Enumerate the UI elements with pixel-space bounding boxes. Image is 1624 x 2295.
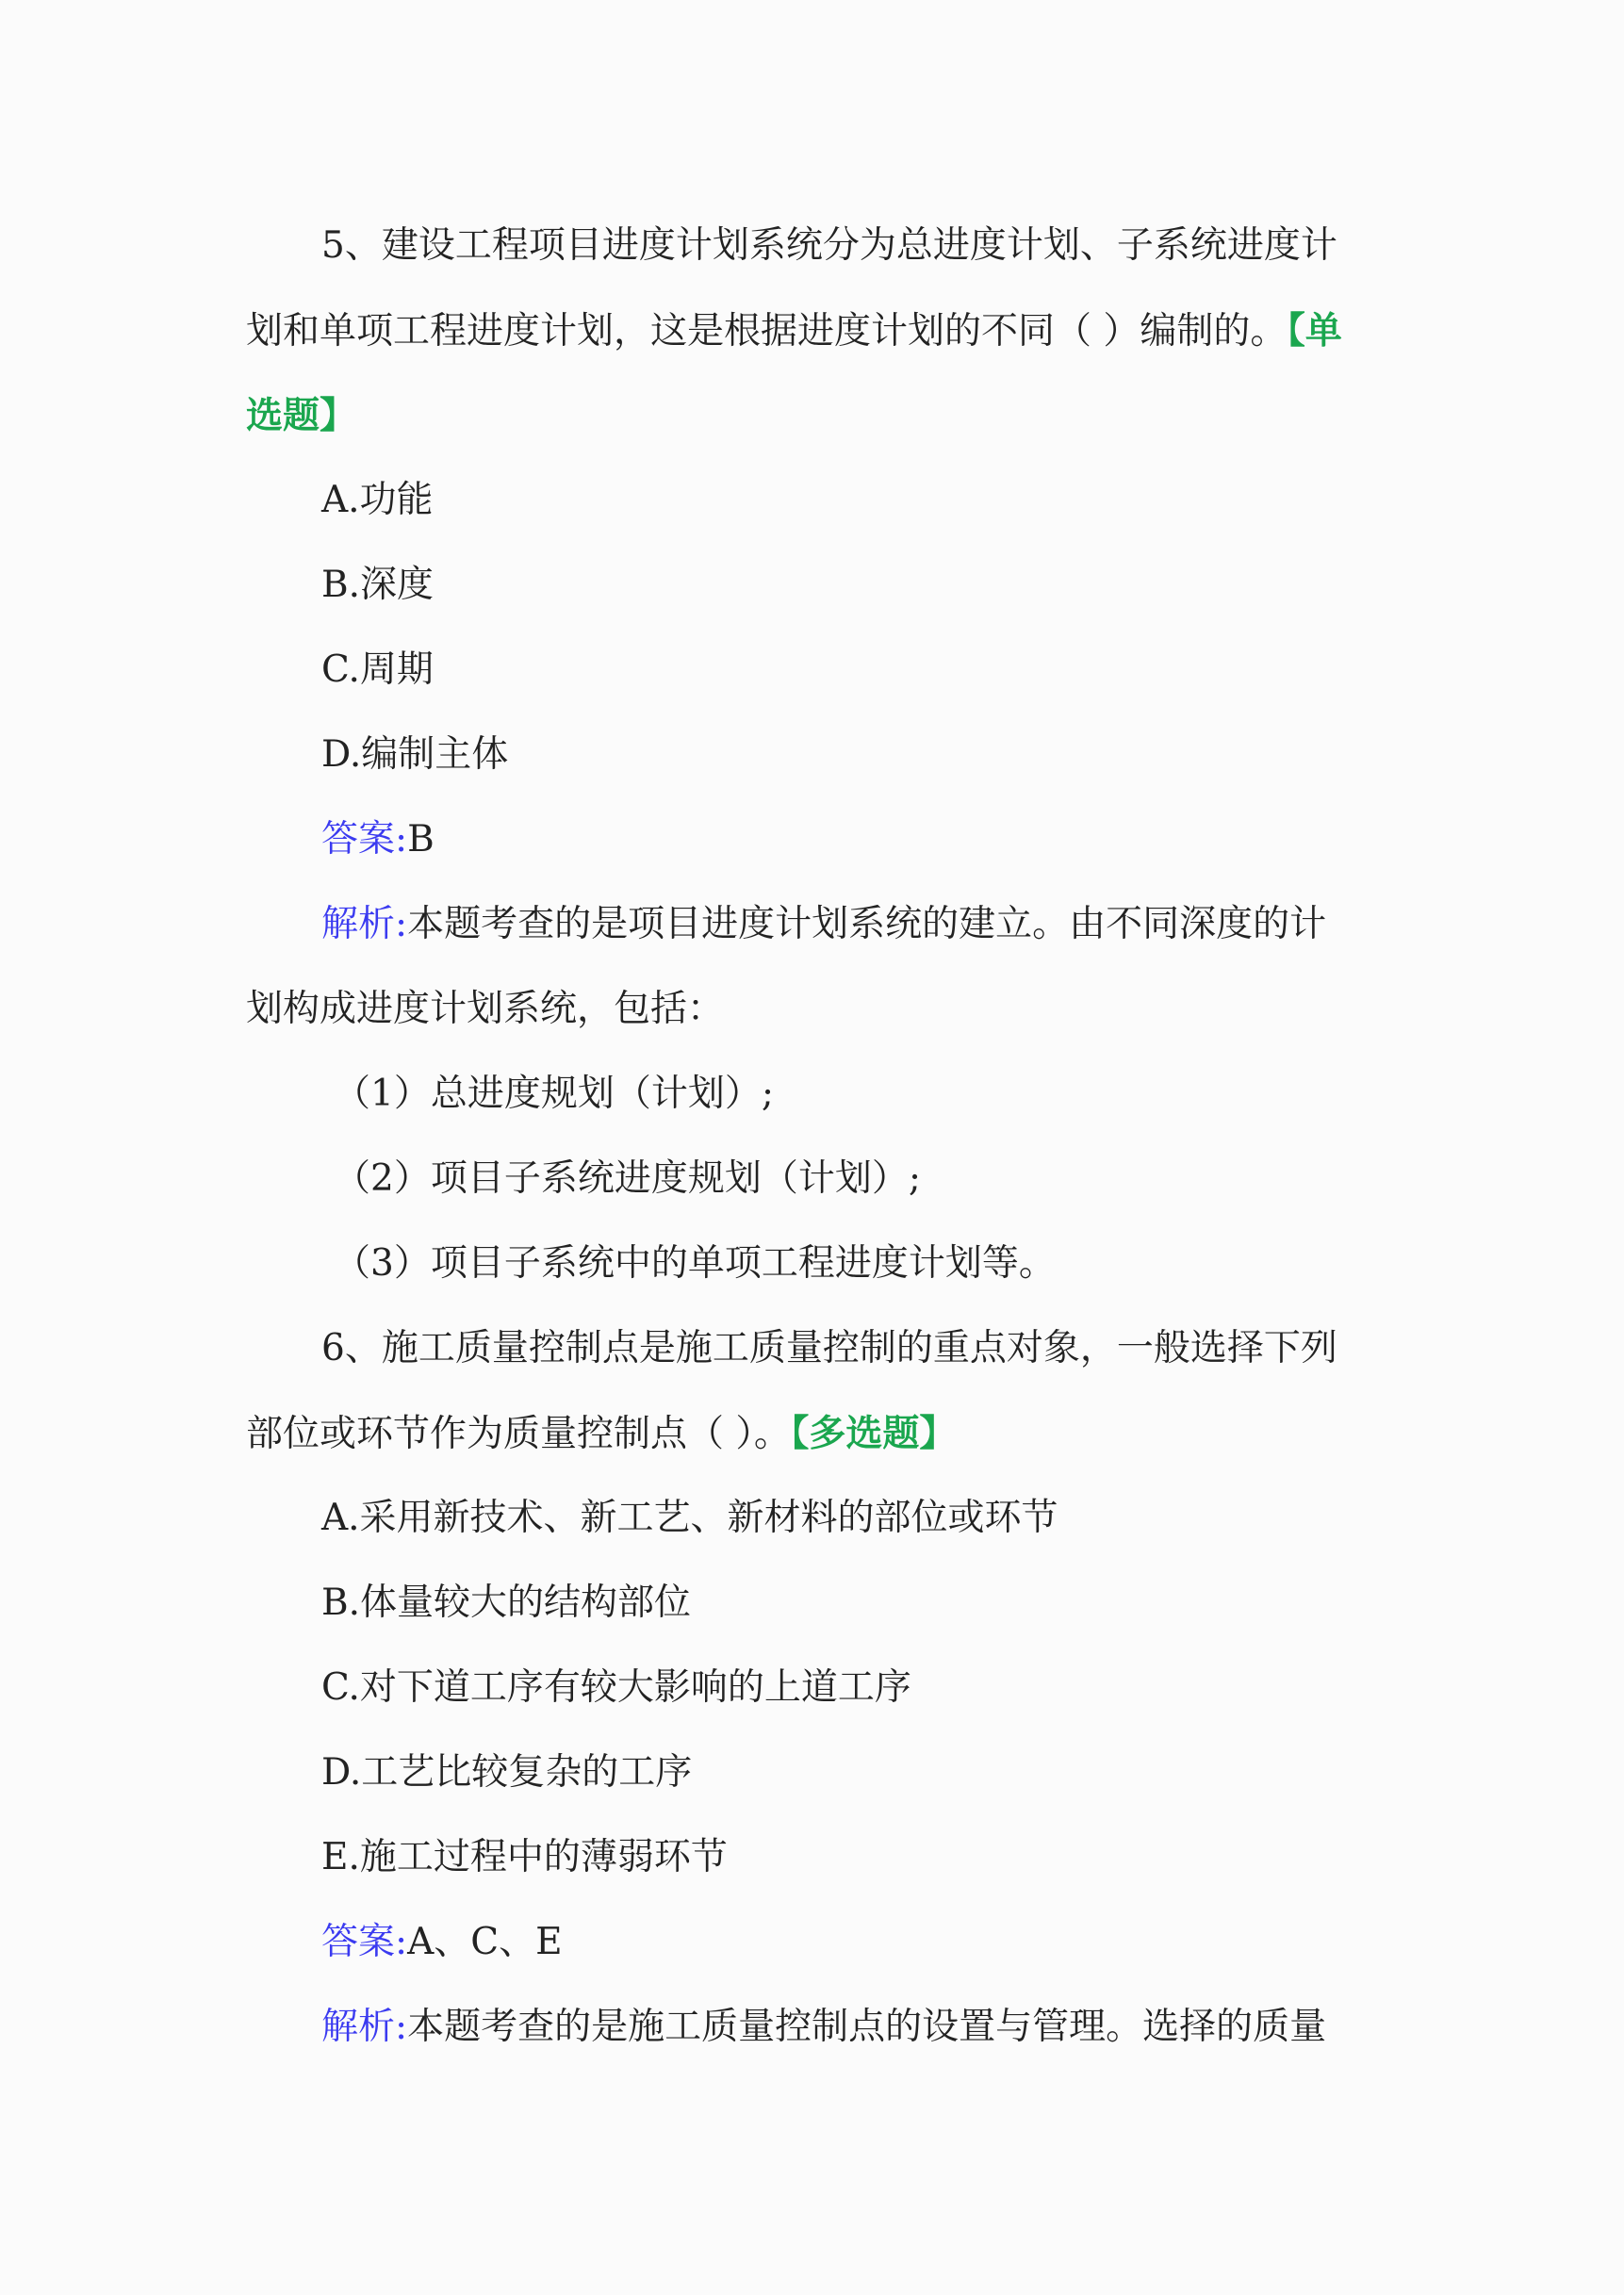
q6-option-b: B.体量较大的结构部位 <box>321 1582 692 1624</box>
analysis-text: 本题考查的是项目进度计划系统的建立。由不同深度的计 <box>407 903 1327 945</box>
q5-option-b: B.深度 <box>321 564 435 606</box>
q6-option-d: D.工艺比较复杂的工序 <box>321 1751 693 1794</box>
q6-option-a: A.采用新技术、新工艺、新材料的部位或环节 <box>321 1497 1058 1539</box>
q5-type-tag: 【单 <box>1287 309 1342 352</box>
q6-type-tag: 【多选题】 <box>790 1412 957 1455</box>
q5-item-3: （3）项目子系统中的单项工程进度计划等。 <box>334 1242 1056 1285</box>
q5-item-2: （2）项目子系统进度规划（计划）; <box>334 1157 921 1200</box>
q6-option-e: E.施工过程中的薄弱环节 <box>321 1836 728 1878</box>
q6-answer <box>321 1900 1452 1985</box>
q5-option-d: D.编制主体 <box>321 733 509 776</box>
q6-option-c: C.对下道工序有较大影响的上道工序 <box>321 1666 911 1709</box>
q5-analysis-line-2: 划构成进度计划系统，包括： <box>246 988 725 1030</box>
q5-item-1: （1）总进度规划（计划）; <box>334 1073 774 1115</box>
q6-analysis <box>321 1985 1452 2070</box>
q5-option-a: A.功能 <box>321 479 434 521</box>
answer-value: B <box>407 818 435 861</box>
q5-stem-text: 划和单项工程进度计划，这是根据进度计划的不同（ ）编制的。 <box>246 310 1288 352</box>
analysis-text: 本题考查的是施工质量控制点的设置与管理。选择的质量 <box>407 2006 1327 2048</box>
q6-stem-line-1: 6、施工质量控制点是施工质量控制的重点对象，一般选择下列 <box>321 1327 1337 1369</box>
q5-type-tag-cont: 选题】 <box>246 394 357 437</box>
q6-stem-line-2 <box>246 1391 1377 1476</box>
answer-label: 答案: <box>321 1921 408 1963</box>
q6-stem-text: 部位或环节作为质量控制点（ ）。 <box>246 1413 791 1455</box>
answer-value: A、C、E <box>407 1921 563 1963</box>
q5-stem-line-1: 5、建设工程项目进度计划系统分为总进度计划、子系统进度计 <box>321 224 1337 267</box>
q5-stem-line-2 <box>246 288 1377 373</box>
analysis-label: 解析: <box>321 2006 408 2048</box>
answer-label: 答案: <box>321 818 408 861</box>
q5-answer <box>321 797 1452 882</box>
q5-option-c: C.周期 <box>321 648 434 691</box>
analysis-label: 解析: <box>321 903 408 945</box>
q5-analysis <box>321 882 1452 967</box>
